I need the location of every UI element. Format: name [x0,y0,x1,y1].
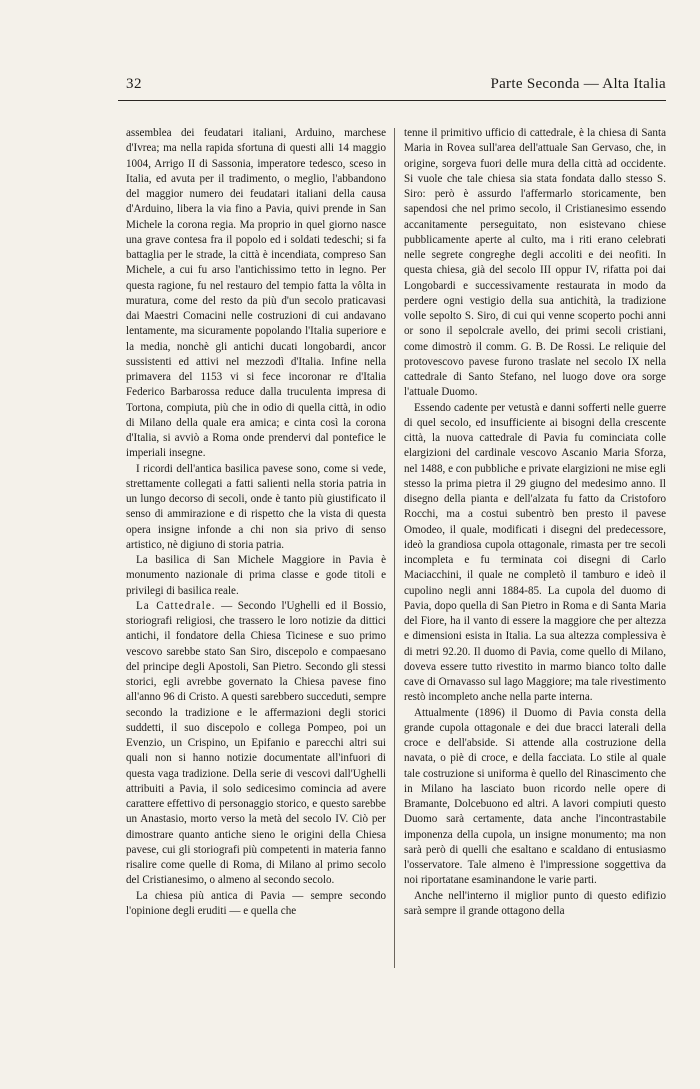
paragraph: Essendo cadente per vetustà e danni sofferti nelle guerre di quel secolo, ed insufficiente ai bisogni della crescente città, la nuova cattedrale di Pavia fu cominciata colle elargizioni del cardinale vescovo Ascanio Maria Sforza, nel 1488, e con pubbliche e private elargizioni ne mise egli stesso la prima pietra il 29 giugno del medesimo anno. Il disegno della pianta e dell'alzata fu fatto da Cristoforo Rocchi, ma a costui subentrò ben presto il pavese Omodeo, il quale, modificati i disegni del predecessore, ideò la grandiosa cupola ottagonale, rimasta per tre secoli incompleta e fu terminata coi disegni di Carlo Maciacchini, il quale ne completò il tamburo e ideò il cupolino negli anni 1884-85. La cupola del duomo di Pavia, dopo quella di San Pietro in Roma e di Santa Maria del Fiore, ha il vanto di essere la maggiore che per altezza e dimensioni esista in Italia. La sua altezza complessiva è di metri 92.20. Il duomo di Pavia, come quello di Milano, doveva essere tutto rivestito in marmo bianco tolto dalle cave di Ornavasso sul lago Maggiore; ma tale rivestimento restò incompleto anche nella parte interna. [404,401,666,704]
left-column [126,126,386,919]
section-heading: La Cattedrale. [136,599,216,612]
paragraph: I ricordi dell'antica basilica pavese sono, come si vede, strettamente collegati a fatti salienti nella storia patria in un lungo decorso di secoli, onde è tanto più giustificato il senso di ammirazione e di rispetto che la vista di questa opera insigne infonde a chi non sia privo di senso artistico, nè digiuno di storia patria. [126,462,386,551]
running-title: Parte Seconda — Alta Italia [490,76,666,92]
page-number: 32 [126,76,142,92]
paragraph: tenne il primitivo ufficio di cattedrale, è la chiesa di Santa Maria in Rovea sull'area dell'attuale San Gervaso, che, in origine, sorgeva fuori delle mura della città ad occidente. Si vuole che tale chiesa sia stata fondata dallo stesso S. Siro: però è assurdo l'affermarlo storicamente, ben sapendosi che nel primo secolo, il Cristianesimo essendo accanitamente perseguitato, non esistevano chiese pubblicamente aperte al culto, ma i riti erano celebrati nelle segrete congreghe degli accoliti e dei neofiti. In questa chiesa, già del secolo III oppur IV, rifatta poi dai Longobardi e successivamente restaurata in modo da perdere ogni vestigio della sua antichità, la tradizione volle sepolto S. Siro, di cui qui venne scoperto pochi anni or sono il sepolcrale avello, dei primi secoli cristiani, come dimostrò il comm. G. B. De Rossi. Le reliquie del protovescovo pavese furono traslate nel secolo IX nella cattedrale di Santo Stefano, nel luogo dove ora sorge l'attuale Duomo. [404,127,666,399]
page-header [118,72,666,101]
paragraph: assemblea dei feudatari italiani, Arduino, marchese d'Ivrea; ma nella rapida sfortuna di questi alli 14 maggio 1004, Arrigo II di Sassonia, imperatore tedesco, sceso in Italia, ed avuta per il tradimento, o meglio, l'abbandono del maggior numero dei feudatari italiani della causa d'Arduino, libera la via fino a Pavia, quivi prende in San Michele la corona regia. Ma proprio in quel giorno nasce una grave contesa fra il popolo ed i soldati tedeschi; si fa battaglia per le strade, la città è incendiata, compreso San Michele, a cui fu arso l'antichissimo tetto in legno. Per questa ragione, fu nel restauro del tempio fatta la vôlta in muratura, come del resto da più d'un secolo praticavasi dai Maestri Comacini nelle costruzioni di cui andavano lentamente, ma sicuramente popolando l'Italia superiore e la media, nonchè gli antichi ducati longobardi, ancor sussistenti ed attivi nel mezzodì d'Italia. Infine nella primavera del 1153 vi si fece incoronar re d'Italia Federico Barbarossa reduce dalla truculenta impresa di Tortona, compiuta, più che in odio di quella città, in odio di Milano della quale era amica; e cinta così la corona d'Italia, si avviò a Roma onde prendervi dal pontefice le imperiali insegne. [126,127,386,460]
paragraph: La basilica di San Michele Maggiore in Pavia è monumento nazionale di prima classe e gode titoli e privilegi di basilica reale. [126,554,386,597]
paragraph: La chiesa più antica di Pavia — sempre secondo l'opinione degli eruditi — e quella che [126,889,386,917]
column-divider [394,128,395,968]
paragraph-cattedrale [126,599,386,889]
right-column [404,126,666,919]
paragraph: Attualmente (1896) il Duomo di Pavia consta della grande cupola ottagonale e dei due bracci laterali della croce e dell'abside. Si attende alla costruzione della navata, o piè di croce, e della facciata. Lo stile al quale tale costruzione si uniforma è quello del Rinascimento che in Milano ha lasciato buon ricordo nelle opere di Bramante, Dolcebuono ed altri. A lavori compiuti questo Duomo sarà certamente, data anche l'incontrastabile imponenza della cupola, un insigne monumento; ma non sarà però di quelli che esaltano e scaldano di entusiasmo l'osservatore. Tale almeno è l'impressione soggettiva da noi riportatane esaminandone le varie parti. [404,706,666,887]
paragraph-text: — Secondo l'Ughelli ed il Bossio, storiografi religiosi, che trassero le loro notizie da dittici antichi, il fondatore della Chiesa Ticinese e suo primo vescovo sarebbe stato San Siro, discepolo e compaesano del principe degli Apostoli, San Pietro. Secondo gli stessi storici, egli avrebbe governato la Chiesa pavese fino all'anno 96 di Cristo. A questi sarebbero succeduti, sempre secondo la tradizione e le affermazioni degli storici suddetti, il suo discepolo e collega Pompeo, poi un Evenzio, un Crispino, un Epifanio e parecchi altri sui quali non si hanno notizie documentate all'infuori di questa vaga tradizione. Della serie di vescovi dall'Ughelli attribuiti a Pavia, il solo sedicesimo comincia ad avere carattere effettivo di personaggio storico, e questo sarebbe un Anastasio, morto verso la metà del secolo IV. Ciò per dimostrare quanto antiche sieno le origini della Chiesa pavese, cui gli storiografi più competenti in materia fanno risalire come quelle di Roma, di Milano al primo secolo del Cristianesimo, o almeno al secondo secolo. [126,599,386,887]
paragraph: Anche nell'interno il miglior punto di questo edifizio sarà sempre il grande ottagono della [404,889,666,917]
